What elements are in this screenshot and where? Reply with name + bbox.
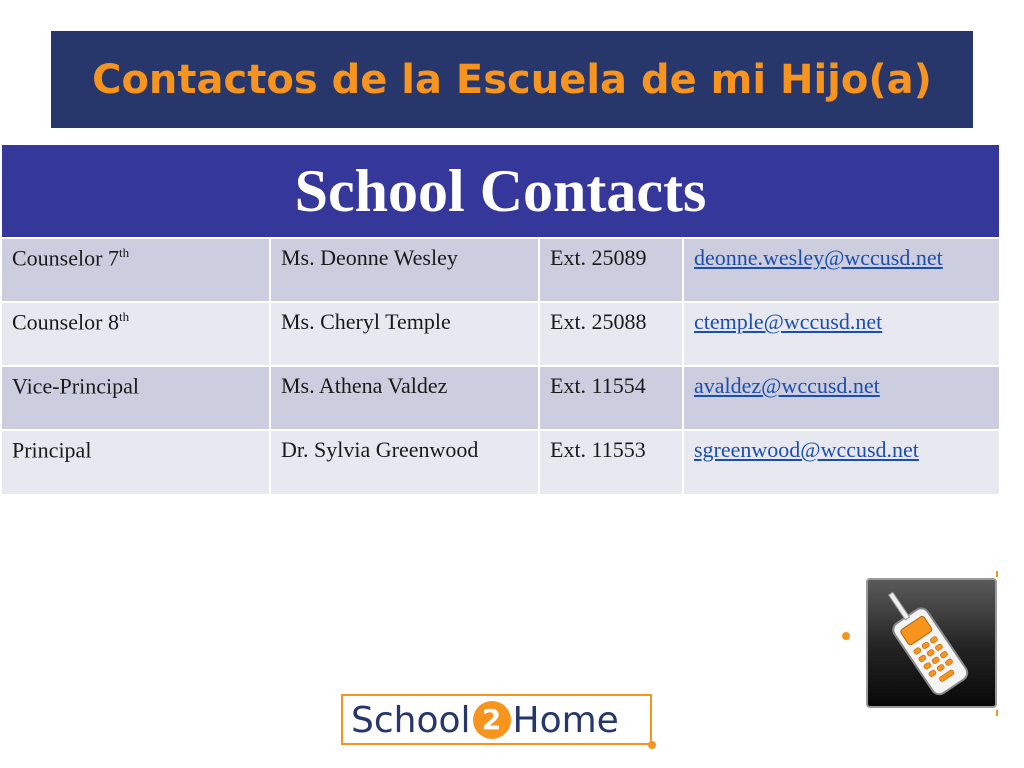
slide-title: Contactos de la Escuela de mi Hijo(a) (92, 56, 932, 103)
ext-cell: Ext. 11553 (539, 430, 683, 494)
slide-title-banner (51, 31, 973, 128)
logo-wordmark (351, 696, 619, 744)
role-cell: Counselor 8th (2, 302, 270, 366)
email-link[interactable]: deonne.wesley@wccusd.net (694, 245, 943, 270)
ext-cell: Ext. 11554 (539, 366, 683, 430)
role-cell: Counselor 7th (2, 238, 270, 302)
table-header: School Contacts (2, 145, 999, 238)
logo-text-home: Home (512, 699, 619, 741)
name-cell: Ms. Deonne Wesley (270, 238, 539, 302)
mobile-phone-icon (866, 578, 997, 708)
email-link[interactable]: ctemple@wccusd.net (694, 309, 883, 334)
email-cell (683, 366, 999, 430)
ext-cell: Ext. 25088 (539, 302, 683, 366)
name-cell: Ms. Cheryl Temple (270, 302, 539, 366)
email-link[interactable]: sgreenwood@wccusd.net (694, 437, 919, 462)
logo-accent-dot (648, 741, 656, 749)
table-row (2, 238, 999, 302)
table-row (2, 430, 999, 494)
role-cell: Vice-Principal (2, 366, 270, 430)
edge-marker (996, 571, 998, 577)
table-row (2, 302, 999, 366)
role-cell: Principal (2, 430, 270, 494)
edge-marker (996, 710, 998, 716)
logo-text-school: School (351, 699, 471, 741)
ext-cell: Ext. 25089 (539, 238, 683, 302)
table-row (2, 366, 999, 430)
school2home-logo (341, 694, 652, 745)
email-cell (683, 238, 999, 302)
name-cell: Dr. Sylvia Greenwood (270, 430, 539, 494)
logo-number-two: 2 (473, 701, 511, 739)
bullet-dot (842, 632, 850, 640)
email-cell (683, 302, 999, 366)
email-link[interactable]: avaldez@wccusd.net (694, 373, 880, 398)
name-cell: Ms. Athena Valdez (270, 366, 539, 430)
email-cell (683, 430, 999, 494)
school-contacts-table (2, 145, 999, 494)
